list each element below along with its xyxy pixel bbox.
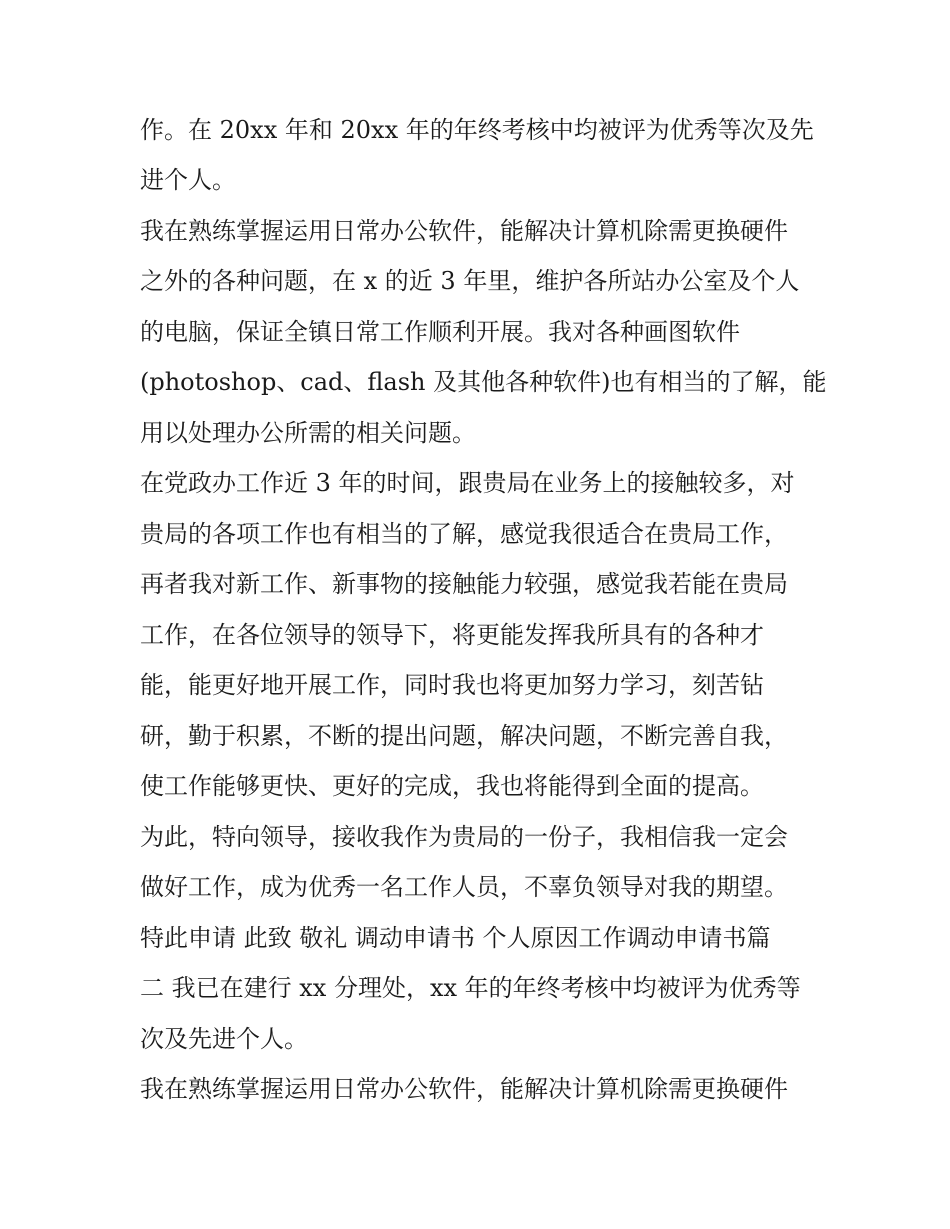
text-line: 在党政办工作近 3 年的时间，跟贵局在业务上的接触较多，对 (140, 469, 795, 497)
text-line: 特此申请 此致 敬礼 调动申请书 个人原因工作调动申请书篇 (140, 924, 771, 952)
text-line: 之外的各种问题，在 x 的近 3 年里，维护各所站办公室及个人 (140, 267, 800, 295)
text-line: (photoshop、cad、flash 及其他各种软件)也有相当的了解，能 (140, 368, 827, 396)
text-line: 作。在 20xx 年和 20xx 年的年终考核中均被评为优秀等次及先 (140, 116, 814, 144)
text-line: 进个人。 (140, 166, 236, 194)
text-line: 工作，在各位领导的领导下，将更能发挥我所具有的各种才 (140, 621, 764, 649)
text-line: 能，能更好地开展工作，同时我也将更加努力学习，刻苦钻 (140, 671, 764, 699)
text-line: 二 我已在建行 xx 分理处，xx 年的年终考核中均被评为优秀等 (140, 974, 801, 1002)
text-line: 用以处理办公所需的相关问题。 (140, 419, 476, 447)
text-line: 我在熟练掌握运用日常办公软件，能解决计算机除需更换硬件 (140, 1075, 788, 1103)
text-line: 的电脑，保证全镇日常工作顺利开展。我对各种画图软件 (140, 318, 740, 346)
text-line: 做好工作，成为优秀一名工作人员，不辜负领导对我的期望。 (140, 873, 788, 901)
text-line: 研，勤于积累，不断的提出问题，解决问题，不断完善自我， (140, 722, 788, 750)
text-line: 再者我对新工作、新事物的接触能力较强，感觉我若能在贵局 (140, 570, 788, 598)
text-line: 使工作能够更快、更好的完成，我也将能得到全面的提高。 (140, 772, 764, 800)
text-line: 次及先进个人。 (140, 1025, 308, 1053)
text-line: 贵局的各项工作也有相当的了解，感觉我很适合在贵局工作， (140, 520, 788, 548)
text-line: 我在熟练掌握运用日常办公软件，能解决计算机除需更换硬件 (140, 217, 788, 245)
text-line: 为此，特向领导，接收我作为贵局的一份子，我相信我一定会 (140, 823, 788, 851)
